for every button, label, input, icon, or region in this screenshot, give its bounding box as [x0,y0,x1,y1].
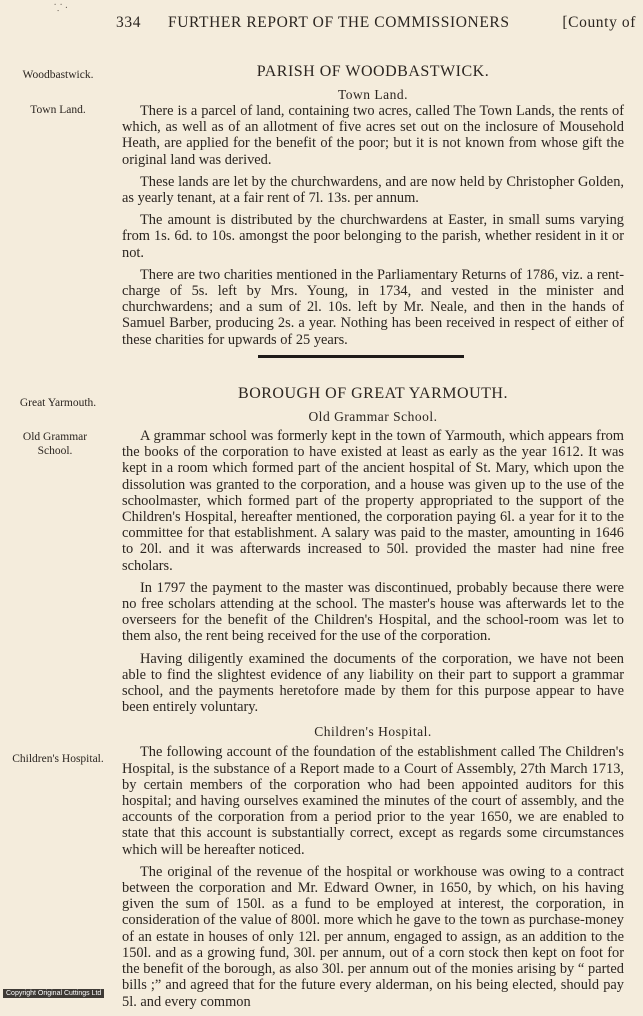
yarmouth-section [122,384,624,1016]
paragraph: There is a parcel of land, containing two acres, called The Town Lands, the rents of which, as well as of an allotment of five acres set out on the inclosure of Mousehold Heath, are applied for the benefit of the poor; but it is not known from whose gift the original land was derived. [122,103,624,168]
paragraph: A grammar school was formerly kept in the town of Yarmouth, which appears from the books of the corporation to have existed at least as early as the year 1612. It was kept in a room which formed part of the ancient hospital of St. Mary, which upon the dissolution was granted to the corporation, and a house was given up to the use of the schoolmaster, which formed part of the property appropriated to the support of the Children's Hospital, hereafter mentioned, the corporation paying 6l. a year for it to the committee for that establishment. A salary was paid to the master, amounting in 1646 to 20l. and it was afterwards increased to 50l. provided the master had nine free scholars. [122,428,624,574]
subtitle-town-land: Town Land. [337,87,409,102]
paragraph: These lands are let by the churchwardens, and are now held by Christopher Golden, as yearly tenant, at a fair rent of 7l. 13s. per annum. [122,173,624,207]
paragraph: The following account of the foundation of the establishment called The Children's Hospital, is the substance of a Report made to a Court of Assembly, 27th March 1713, by certain members of the corporation who had been appointed auditors for this hospital; and having ourselves examined the minutes of the court of assembly, and the accounts of the corporation from a period prior to the year 1650, we are enabled to state that this account is substantially correct, except as regards some circumstances which will be hereafter noticed. [122,744,624,858]
section-title-woodbastwick: PARISH OF WOODBASTWICK. [256,63,490,80]
margin-note-woodbastwick: Woodbastwick. [22,69,94,81]
section-title-yarmouth: BOROUGH OF GREAT YARMOUTH. [238,385,508,402]
paragraph: In 1797 the payment to the master was discontinued, probably because there were no free scholars attending at the school. The master's house was afterwards let to the overseers for the benefit of the Children's Hospital, and the school-room was let to them also, the rent being received for the use of the corporation. [122,579,624,645]
running-header [116,14,636,38]
running-title: FURTHER REPORT OF THE COMMISSIONERS [168,14,510,31]
paragraph: The original of the revenue of the hospital or workhouse was owing to a contract between the corporation and Mr. Edward Owner, in 1650, by which, on his having given the sum of 150l. as a fund to be employed at interest, the corporation, in consideration of the value of 800l. more which he gave to the town as purchase-money of an estate in houses of only 12l. per annum, engaged to assign, as an addition to the 150l. and as a growing fund, 30l. per annum, out of a corn stock then kept on foot for the benefit of the borough, as also 30l. per annum out of the monies arising by “ parted bills ;” and agreed that for the future every alderman, on his being elected, should pay 5l. and every common [122,863,624,1010]
margin-note-town-land: Town Land. [30,104,86,116]
ink-speck-decoration: ⸪ · [54,3,69,14]
subtitle-childrens-hospital: Children's Hospital. [314,724,432,740]
margin-note-childrens-hospital: Children's Hospital. [12,753,104,765]
page-number: 334 [116,14,142,31]
paragraph: Having diligently examined the documents of the corporation, we have not been able to find the slightest evidence of any liability on their part to support a grammar school, and the payments heretofore made by them for this purpose appear to have been entirely voluntary. [122,650,624,716]
subtitle-old-grammar-school: Old Grammar School. [308,409,438,424]
woodbastwick-section [122,62,624,354]
section-divider [258,355,464,358]
copyright-stamp: Copyright Original Cuttings Ltd [3,989,104,998]
paragraph: There are two charities mentioned in the Parliamentary Returns of 1786, viz. a rent-charge of 5s. left by Mrs. Young, in 1734, and vested in the minister and churchwardens; and a sum of 2l. 10s. left by Mr. Neale, and then in the hands of Samuel Barber, producing 2s. a year. Nothing has been received in respect of either of these charities for upwards of 25 years. [122,266,624,348]
margin-note-old-grammar-school: Old Grammar School. [22,431,88,457]
county-header: [County of [562,14,636,31]
paragraph: The amount is distributed by the churchwardens at Easter, in small sums varying from 1s. 6d. to 10s. amongst the poor belonging to the parish, whether resident in it or not. [122,212,624,261]
margin-note-great-yarmouth: Great Yarmouth. [19,397,97,409]
